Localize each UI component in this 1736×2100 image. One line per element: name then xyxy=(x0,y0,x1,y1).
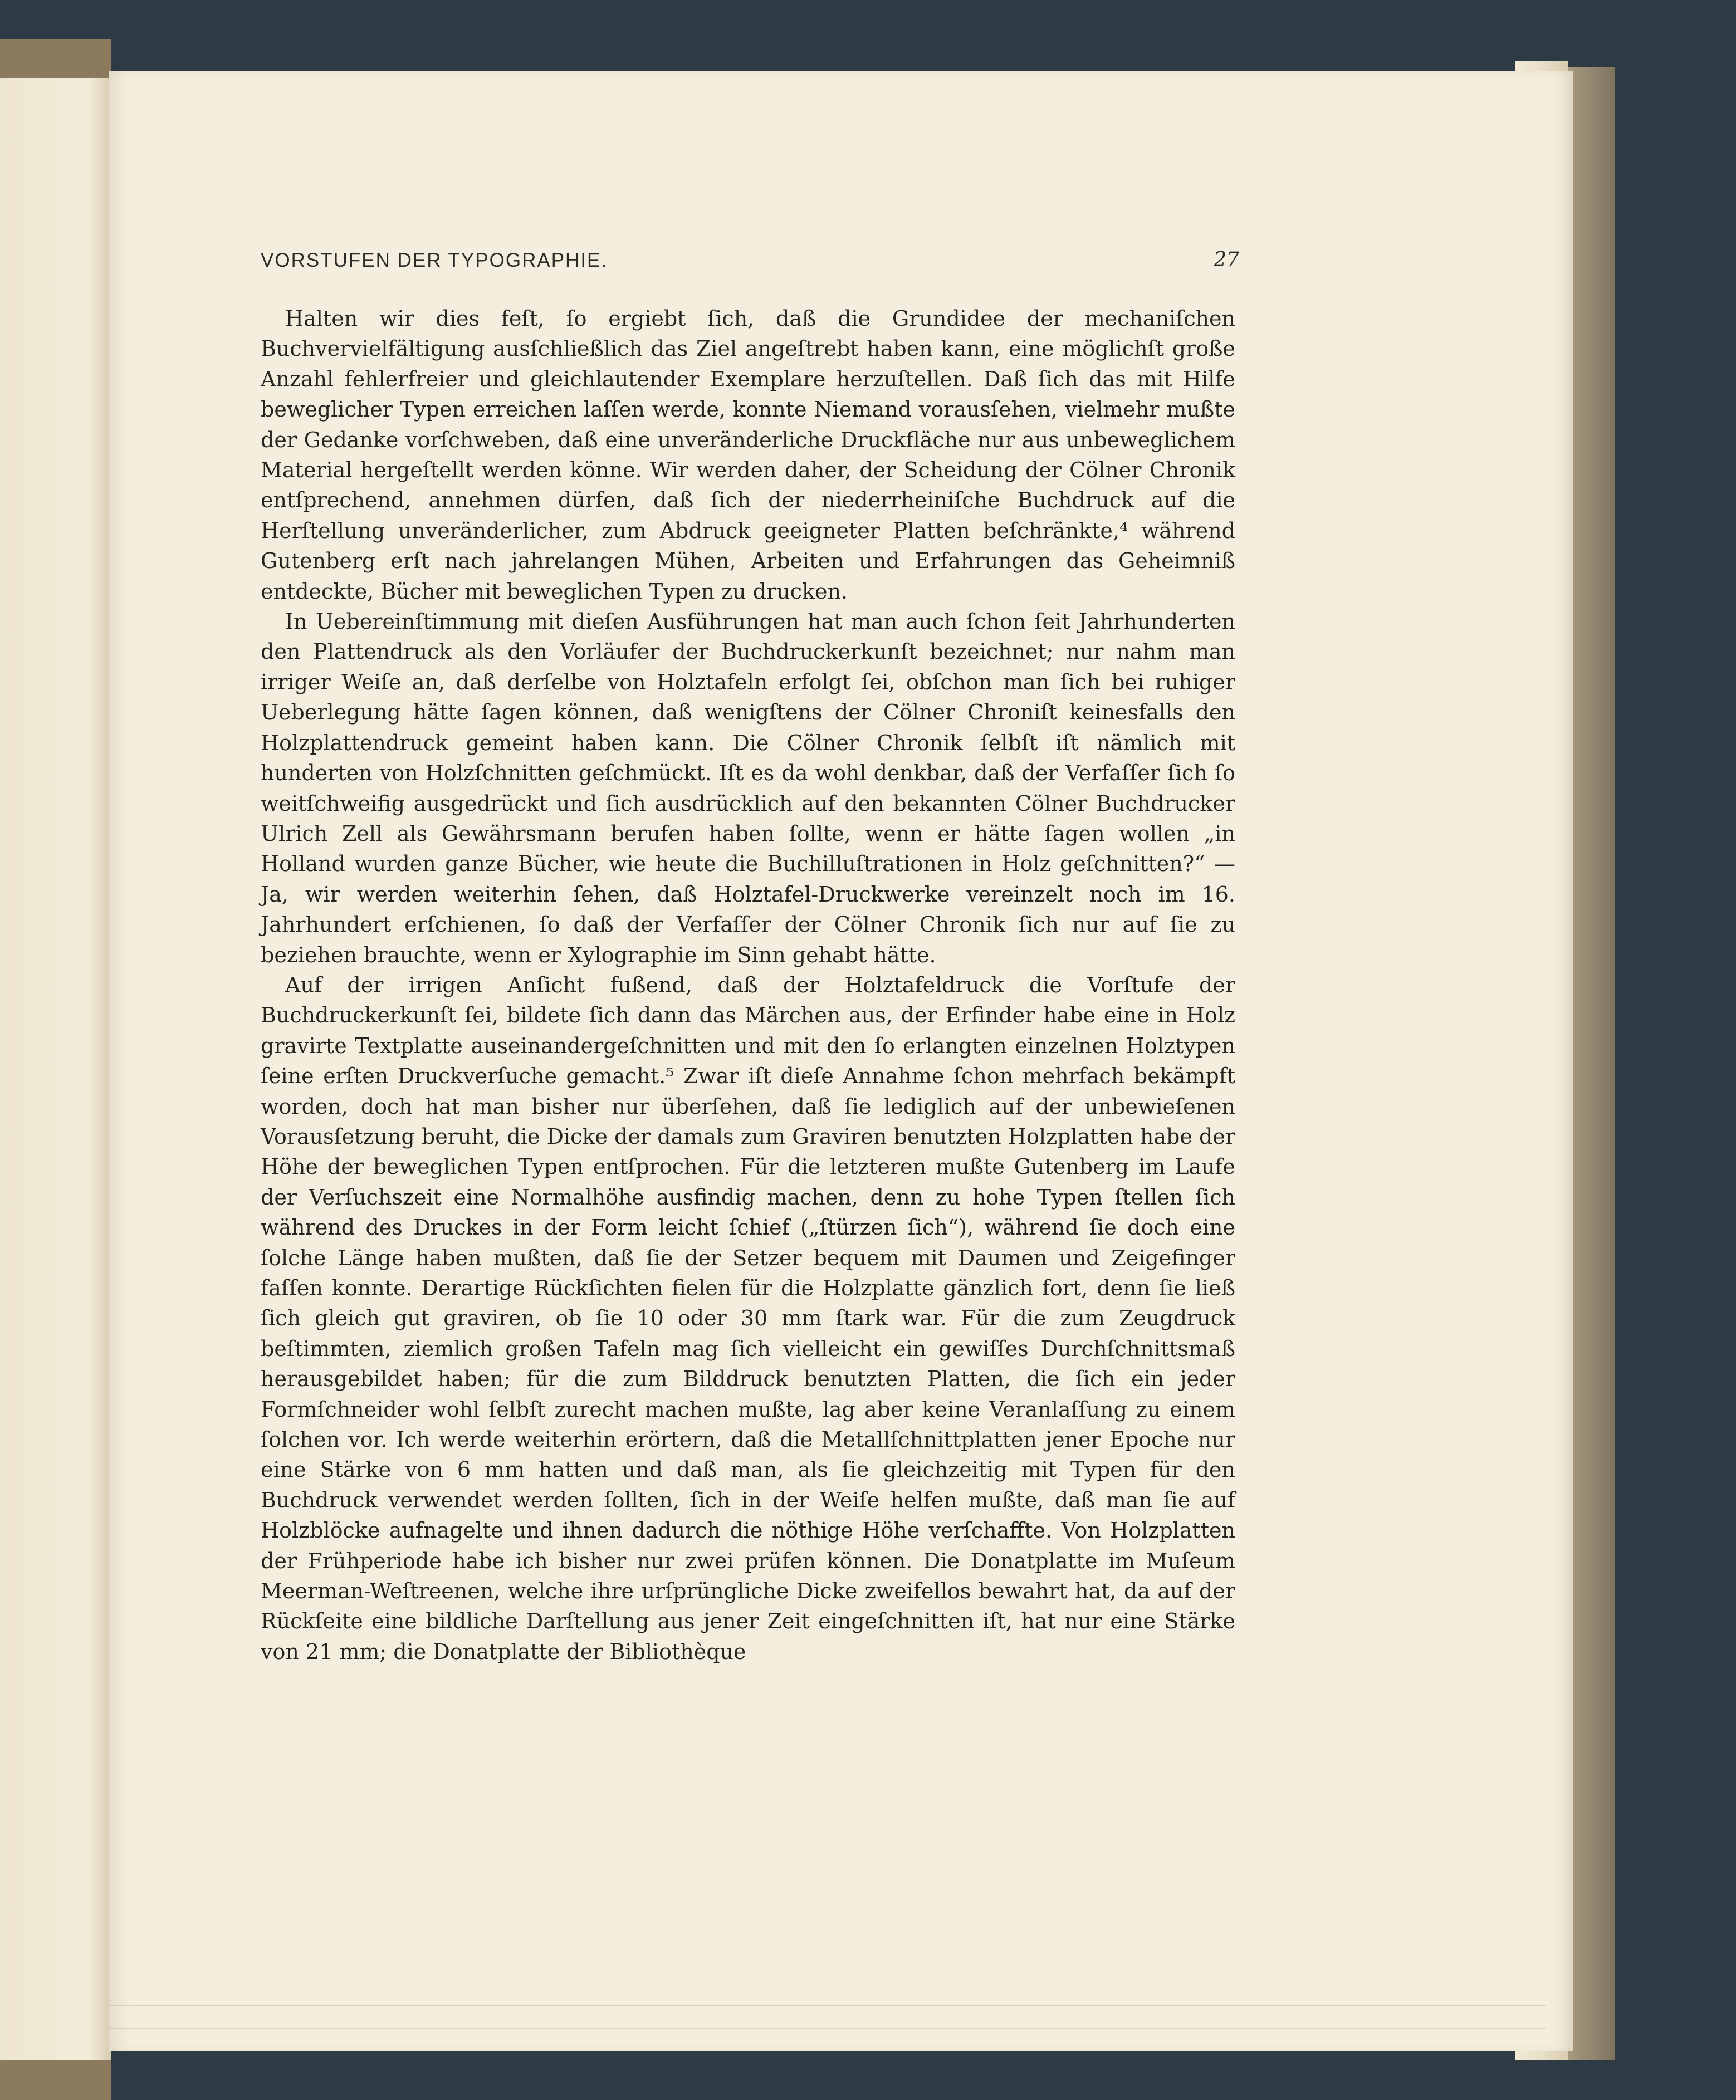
page-stack-bottom-edge xyxy=(109,2005,1546,2029)
paragraph: Auf der irrigen Anſicht fußend, daß der Holztafeldruck die Vorſtufe der Buchdruckerkunſt ſei, bildete ſich dann das Märchen aus, der Erfinder habe eine in Holz gravirte Textplatte auseinandergeſchnitten und mit den ſo erlangten einzelnen Holztypen ſeine erſten Druckverſuche gemacht.⁵ Zwar iſt dieſe Annahme ſchon mehrfach bekämpft worden, doch hat man bisher nur überſehen, daß ſie lediglich auf der unbewieſenen Vorausſetzung beruht, die Dicke der damals zum Graviren benutzten Holzplatten habe der Höhe der beweglichen Typen entſprochen. Für die letzteren mußte Gutenberg im Laufe der Verſuchszeit eine Normalhöhe ausfindig machen, denn zu hohe Typen ſtellen ſich während des Druckes in der Form leicht ſchief („ſtürzen ſich“), während ſie doch eine ſolche Länge haben mußten, daß ſie der Setzer bequem mit Daumen und Zeigefinger faſſen konnte. Derartige Rückſichten fielen für die Holzplatte gänzlich fort, denn ſie ließ ſich gleich gut graviren, ob ſie 10 oder 30 mm ſtark war. Für die zum Zeugdruck beſtimmten, ziemlich großen Tafeln mag ſich vielleicht ein gewiſſes Durchſchnittsmaß herausgebildet haben; für die zum Bilddruck benutzten Platten, die ſich ein jeder Formſchneider wohl ſelbſt zurecht machen mußte, lag aber keine Veranlaſſung zu einem ſolchen vor. Ich werde weiterhin erörtern, daß die Metallſchnittplatten jener Epoche nur eine Stärke von 6 mm hatten und daß man, als ſie gleichzeitig mit Typen für den Buchdruck verwendet werden ſollten, ſich in der Weiſe helfen mußte, daß man ſie auf Holzblöcke aufnagelte und ihnen dadurch die nöthige Höhe verſchaffte. Von Holzplatten der Frühperiode habe ich bisher nur zwei prüfen können. Die Donatplatte im Muſeum Meerman-Weſtreenen, welche ihre urſprüngliche Dicke zweifellos bewahrt hat, da auf der Rückſeite eine bildliche Darſtellung aus jener Zeit eingeſchnitten iſt, hat nur eine Stärke von 21 mm; die Donatplatte der Bibliothèque xyxy=(261,972,1235,1664)
running-head: VORSTUFEN DER TYPOGRAPHIE. xyxy=(261,249,608,271)
body-text xyxy=(261,304,1235,1667)
paragraph: Halten wir dies feſt, ſo ergiebt ſich, daß die Grundidee der mechaniſchen Buchvervielfältigung ausſchließlich das Ziel angeſtrebt haben kann, eine möglichſt große Anzahl fehlerfreier und gleichlautender Exemplare herzuſtellen. Daß ſich das mit Hilfe beweglicher Typen erreichen laſſen werde, konnte Niemand vorausſehen, vielmehr mußte der Gedanke vorſchweben, daß eine unveränderliche Druckfläche nur aus unbeweglichem Material hergeſtellt werden könne. Wir werden daher, der Scheidung der Cölner Chronik entſprechend, annehmen dürfen, daß ſich der niederrheiniſche Buchdruck auf die Herſtellung unveränderlicher, zum Abdruck geeigneter Platten beſchränkte,⁴ während Gutenberg erſt nach jahrelangen Mühen, Arbeiten und Erfahrungen das Geheimniß entdeckte, Bücher mit beweglichen Typen zu drucken. xyxy=(261,306,1235,604)
page-number: 27 xyxy=(1214,248,1239,271)
paragraph: In Uebereinſtimmung mit dieſen Ausführungen hat man auch ſchon ſeit Jahrhunderten den Plattendruck als den Vorläufer der Buchdruckerkunſt bezeichnet; nur nahm man irriger Weiſe an, daß derſelbe von Holztafeln erfolgt ſei, obſchon man ſich bei ruhiger Ueberlegung hätte ſagen können, daß wenigſtens der Cölner Chroniſt keinesfalls den Holzplattendruck gemeint haben kann. Die Cölner Chronik ſelbſt iſt nämlich mit hunderten von Holzſchnitten geſchmückt. Iſt es da wohl denkbar, daß der Verfaſſer ſich ſo weitſchweifig ausgedrückt und ſich ausdrücklich auf den bekannten Cölner Buchdrucker Ulrich Zell als Gewährsmann berufen haben ſollte, wenn er hätte ſagen wollen „in Holland wurden ganze Bücher, wie heute die Buchilluſtrationen in Holz geſchnitten?“ — Ja, wir werden weiterhin ſehen, daß Holztafel-Druckwerke vereinzelt noch im 16. Jahrhundert erſchienen, ſo daß der Verfaſſer der Cölner Chronik ſich nur auf ſie zu beziehen brauchte, wenn er Xylographie im Sinn gehabt hätte. xyxy=(261,609,1235,967)
left-page-edge xyxy=(0,78,111,2060)
